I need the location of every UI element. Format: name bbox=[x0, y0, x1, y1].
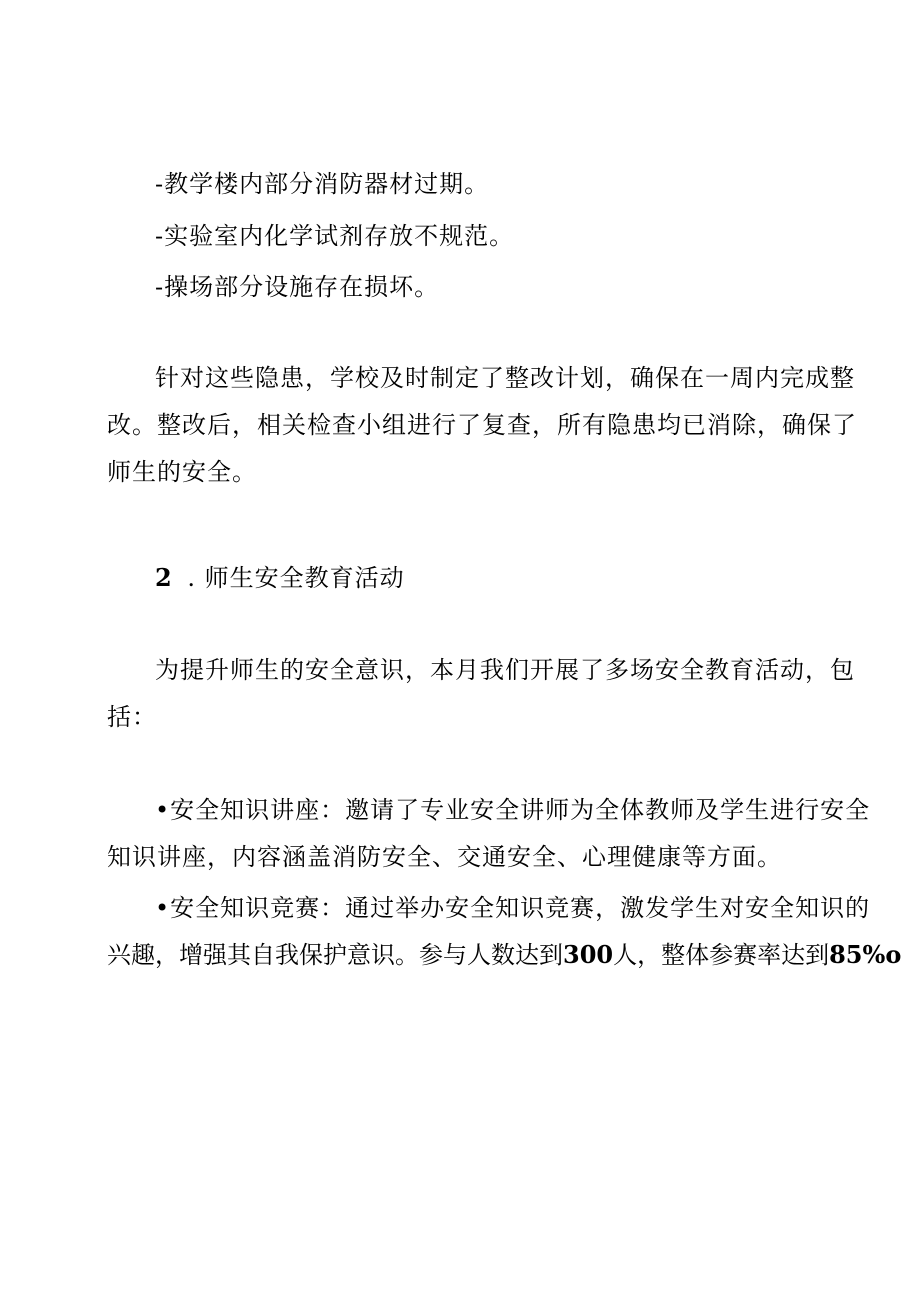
bullet-lecture-line: •安全知识讲座：邀请了专业安全讲师为全体教师及学生进行安全 bbox=[155, 796, 871, 824]
participants-count: 300 bbox=[563, 940, 614, 969]
contest-text: 人，整体参赛率达到 bbox=[613, 941, 830, 969]
hazard-item: -教学楼内部分消防器材过期。 bbox=[155, 170, 490, 198]
rectification-paragraph-line: 改。整改后，相关检查小组进行了复查，所有隐患均已消除，确保了 bbox=[107, 411, 857, 439]
intro-paragraph-line: 为提升师生的安全意识，本月我们开展了多场安全教育活动，包 bbox=[155, 656, 855, 684]
hazard-item: -实验室内化学试剂存放不规范。 bbox=[155, 222, 515, 250]
participation-rate: 85%o bbox=[829, 940, 902, 969]
bullet-lecture-line: 知识讲座，内容涵盖消防安全、交通安全、心理健康等方面。 bbox=[107, 843, 782, 871]
hazard-item: -操场部分设施存在损坏。 bbox=[155, 273, 440, 301]
intro-paragraph-line: 括： bbox=[107, 703, 157, 731]
section-heading bbox=[155, 563, 825, 593]
contest-text: 兴趣，增强其自我保护意识。参与人数达到 bbox=[107, 941, 563, 969]
section-number: 2 bbox=[155, 563, 173, 592]
rectification-paragraph-line: 师生的安全。 bbox=[107, 458, 257, 486]
bullet-contest-line: •安全知识竞赛：通过举办安全知识竞赛，激发学生对安全知识的 bbox=[155, 894, 871, 922]
bullet-contest-line bbox=[107, 940, 902, 970]
section-title: . 师生安全教育活动 bbox=[187, 564, 405, 592]
rectification-paragraph-line: 针对这些隐患，学校及时制定了整改计划，确保在一周内完成整 bbox=[155, 364, 855, 392]
